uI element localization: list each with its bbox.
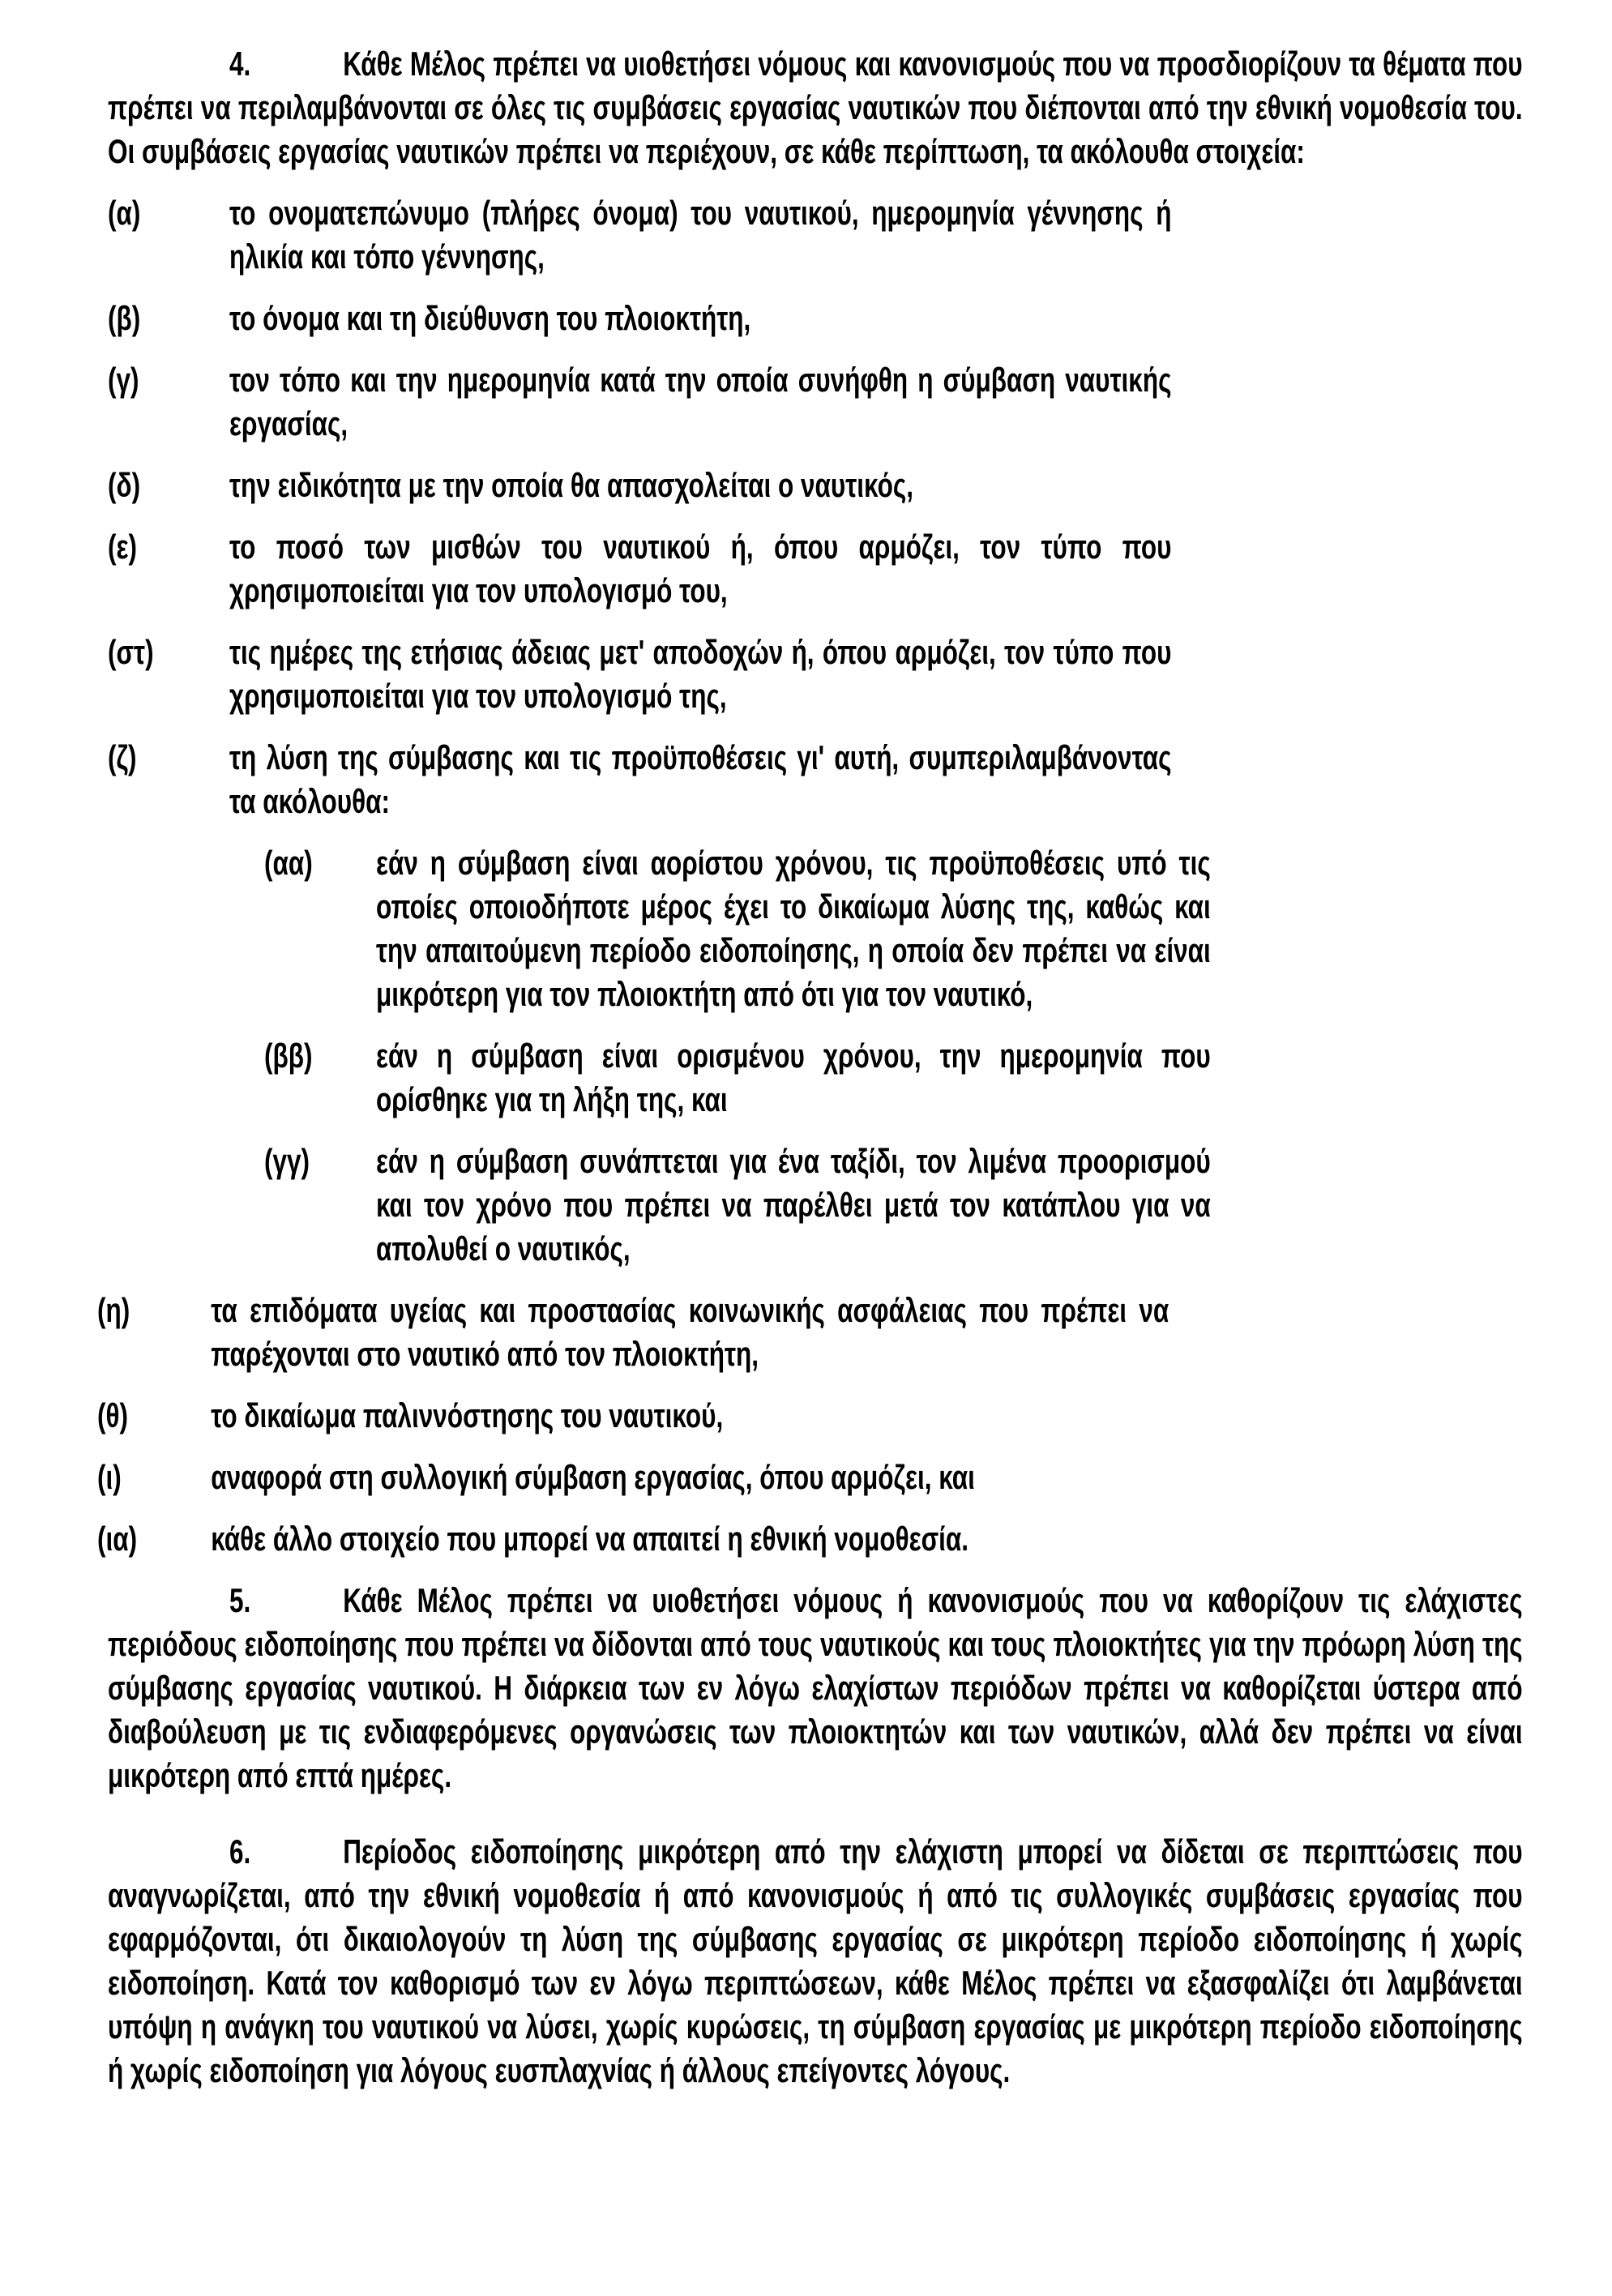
item-label: (β) (108, 299, 141, 337)
item-text: κάθε άλλο στοιχείο που μπορεί να απαιτεί η εθνική νομοθεσία. (211, 1520, 969, 1558)
item-label: (η) (97, 1291, 130, 1329)
paragraph-text: Κάθε Μέλος πρέπει να υιοθετήσει νόμους ή κανονισμούς που να καθορίζουν τις ελάχιστες περιόδους ειδοποίησης που πρέπει να δίδονται από τους ναυτικούς και τους πλοιοκτήτες για την πρόωρη λύση της σύμβασης εργασίας ναυτικού. Η διάρκεια των εν λόγω ελαχίστων περιόδων πρέπει να καθορίζεται ύστερα από διαβούλευση με τις ενδιαφερόμενες οργανώσεις των πλοιοκτητών και των ναυτικών, αλλά δεν πρέπει να είναι μικρότερη από επτά ημέρες. (108, 1581, 1523, 1794)
list-item (108, 631, 1526, 718)
item-text: το δικαίωμα παλιννόστησης του ναυτικού, (211, 1396, 724, 1434)
item-text: το ονοματεπώνυμο (πλήρες όνομα) του ναυτικού, ημερομηνία γέννησης ή ηλικία και τόπο γέννησης, (229, 194, 1172, 276)
sub-list-item (264, 1034, 1526, 1122)
list-item (108, 464, 1526, 507)
sub-list-item (264, 841, 1526, 1016)
document-page (97, 42, 1526, 2093)
sub-item-text: εάν η σύμβαση συνάπτεται για ένα ταξίδι, τον λιμένα προορισμού και τον χρόνο που πρέπει να παρέλθει μετά τον κατάπλου για να απολυθεί ο ναυτικός, (376, 1142, 1211, 1268)
list-item (108, 297, 1526, 340)
item-text: τον τόπο και την ημερομηνία κατά την οποία συνήφθη η σύμβαση ναυτικής εργασίας, (229, 361, 1172, 443)
item-text: τα επιδόματα υγείας και προστασίας κοινωνικής ασφάλειας που πρέπει να παρέχονται στο ναυτικό από τον πλοιοκτήτη, (211, 1291, 1169, 1373)
list-item (97, 1289, 1526, 1376)
paragraph-number: 6. (229, 1832, 251, 1871)
paragraph-text: Κάθε Μέλος πρέπει να υιοθετήσει νόμους και κανονισμούς που να προσδιορίζουν τα θέματα που πρέπει να περιλαμβάνονται σε όλες τις συμβάσεις εργασίας ναυτικών που διέπονται από την εθνική νομοθεσία του. Οι συμβάσεις εργασίας ναυτικών πρέπει να περιέχουν, σε κάθε περίπτωση, τα ακόλουθα στοιχεία: (108, 45, 1523, 170)
sub-list-item (264, 1139, 1526, 1271)
list-item (108, 525, 1526, 613)
paragraph-5 (108, 1579, 1526, 1798)
sub-item-label: (αα) (264, 844, 313, 882)
item-label: (ε) (108, 528, 137, 566)
item-label: (α) (108, 194, 141, 232)
sub-item-label: (ββ) (264, 1037, 313, 1075)
paragraph-6 (108, 1830, 1526, 2093)
list-item (97, 1456, 1526, 1499)
sub-item-text: εάν η σύμβαση είναι αορίστου χρόνου, τις προϋποθέσεις υπό τις οποίες οποιοδήποτε μέρος έχει το δικαίωμα λύσης της, καθώς και την απαιτούμενη περίοδο ειδοποίησης, η οποία δεν πρέπει να είναι μικρότερη για τον πλοιοκτήτη από ότι για τον ναυτικό, (376, 844, 1211, 1013)
item-label: (γ) (108, 361, 139, 399)
item-text: τις ημέρες της ετήσιας άδειας μετ' αποδοχών ή, όπου αρμόζει, τον τύπο που χρησιμοποιείται για τον υπολογισμό της, (229, 633, 1172, 715)
list-item (108, 736, 1526, 823)
item-label: (ζ) (108, 738, 137, 776)
item-label: (ι) (97, 1458, 122, 1496)
item-text: τη λύση της σύμβασης και τις προϋποθέσεις γι' αυτή, συμπεριλαμβάνοντας τα ακόλουθα: (229, 738, 1172, 820)
paragraph-text: Περίοδος ειδοποίησης μικρότερη από την ελάχιστη μπορεί να δίδεται σε περιπτώσεις που αναγνωρίζεται, από την εθνική νομοθεσία ή από κανονισμούς ή από τις συλλογικές συμβάσεις εργασίας που εφαρμόζονται, ότι δικαιολογούν τη λύση της σύμβασης εργασίας σε μικρότερη περίοδο ειδοποίησης ή χωρίς ειδοποίηση. Κατά τον καθορισμό των εν λόγω περιπτώσεων, κάθε Μέλος πρέπει να εξασφαλίζει ότι λαμβάνεται υπόψη η ανάγκη του ναυτικού να λύσει, χωρίς κυρώσεις, τη σύμβαση εργασίας με μικρότερη περίοδο ειδοποίησης ή χωρίς ειδοποίηση για λόγους ευσπλαχνίας ή άλλους επείγοντες λόγους. (108, 1832, 1523, 2089)
item-label: (θ) (97, 1396, 129, 1434)
paragraph-number: 5. (229, 1581, 251, 1619)
sub-item-label: (γγ) (264, 1142, 310, 1180)
list-item (97, 1517, 1526, 1561)
item-label: (στ) (108, 633, 154, 671)
item-text: το ποσό των μισθών του ναυτικού ή, όπου αρμόζει, τον τύπο που χρησιμοποιείται για τον υπολογισμό του, (229, 528, 1172, 609)
item-text: την ειδικότητα με την οποία θα απασχολείται ο ναυτικός, (229, 466, 913, 504)
paragraph-number: 4. (229, 45, 251, 83)
item-label: (ια) (97, 1520, 138, 1558)
item-text: το όνομα και τη διεύθυνση του πλοιοκτήτη, (229, 299, 751, 337)
paragraph-4 (108, 42, 1526, 173)
sub-item-text: εάν η σύμβαση είναι ορισμένου χρόνου, την ημερομηνία που ορίσθηκε για τη λήξη της, και (376, 1037, 1211, 1118)
list-item (97, 1394, 1526, 1438)
item-label: (δ) (108, 466, 141, 504)
list-item (108, 191, 1526, 279)
item-text: αναφορά στη συλλογική σύμβαση εργασίας, όπου αρμόζει, και (211, 1458, 975, 1496)
list-item (108, 358, 1526, 446)
